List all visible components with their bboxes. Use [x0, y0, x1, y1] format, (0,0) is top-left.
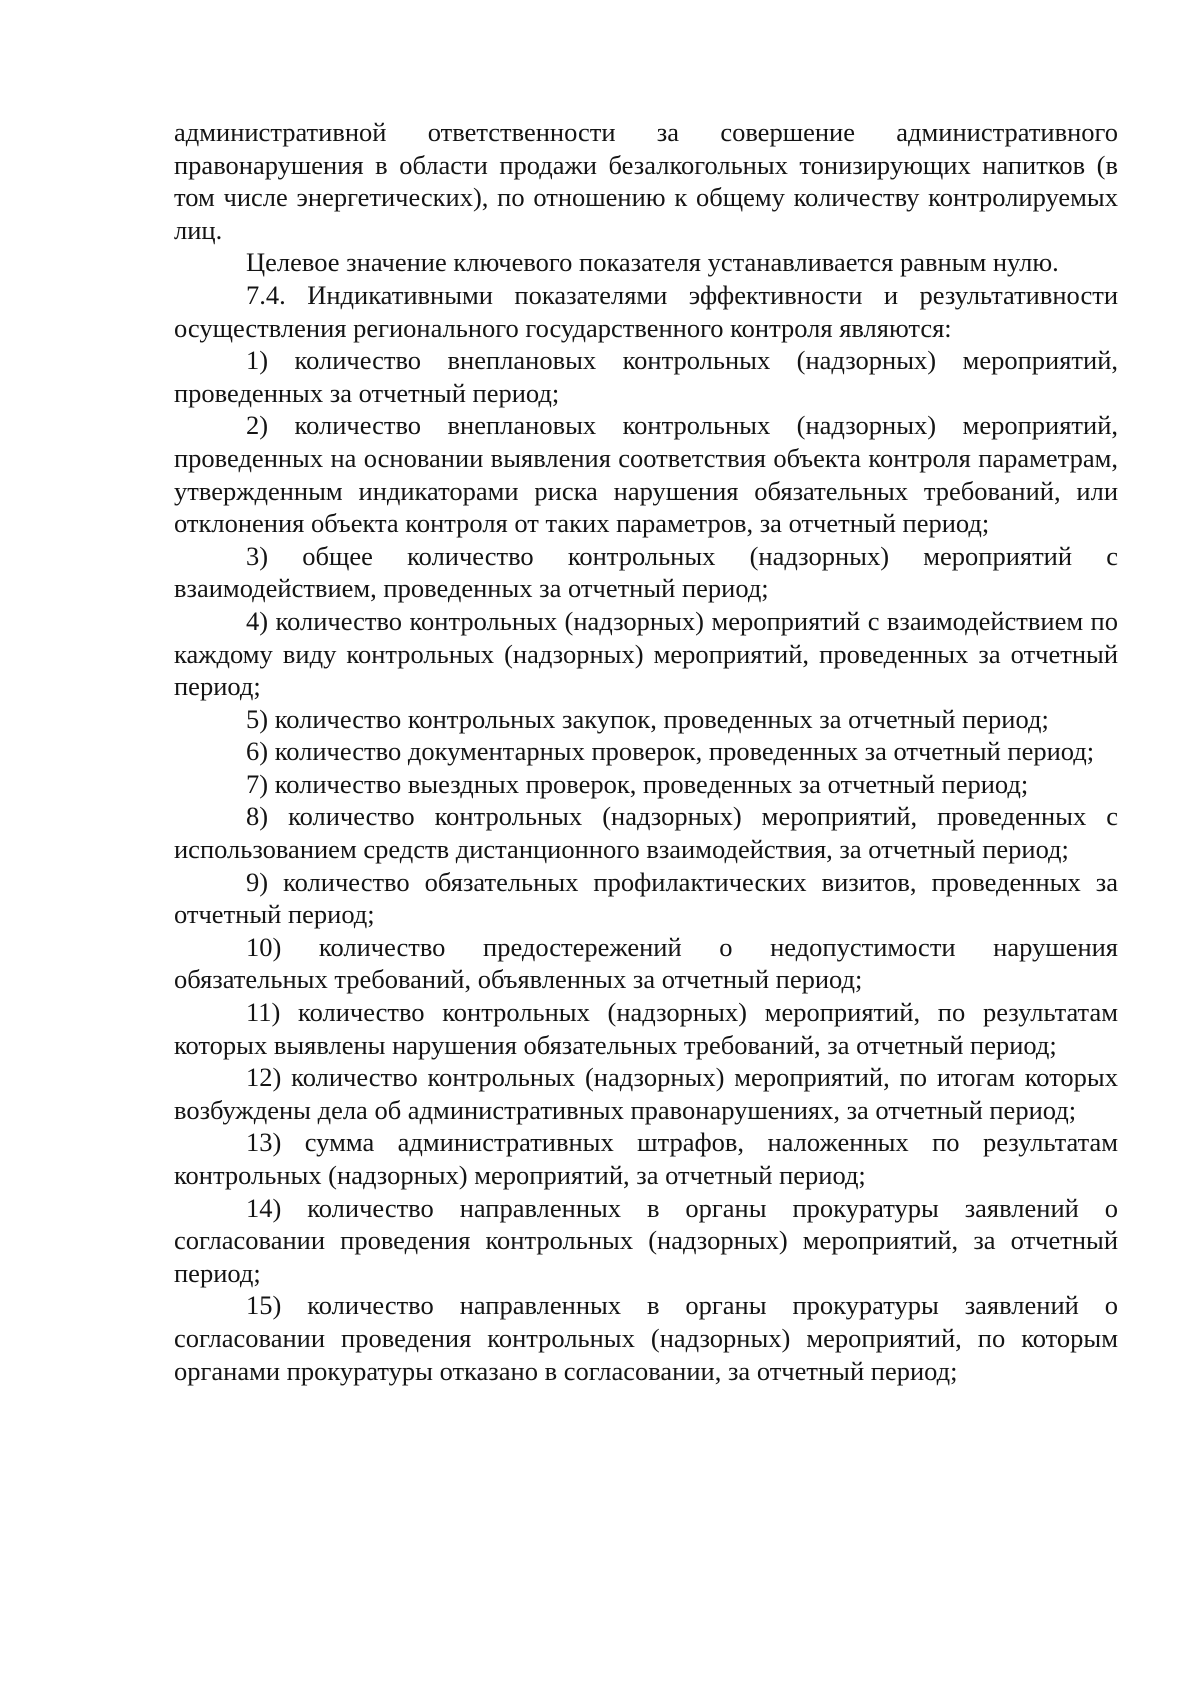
list-item-8: 8) количество контрольных (надзорных) мероприятий, проведенных с использованием средств дистанционного взаимодействия, за отчетный период; — [174, 801, 1118, 865]
list-item-13: 13) сумма административных штрафов, наложенных по результатам контрольных (надзорных) мероприятий, за отчетный период; — [174, 1127, 1118, 1190]
list-item-6: 6) количество документарных проверок, проведенных за отчетный период; — [246, 736, 1095, 767]
list-item-9: 9) количество обязательных профилактических визитов, проведенных за отчетный период; — [174, 866, 1118, 930]
paragraph-section-7-4: 7.4. Индикативными показателями эффективности и результативности осуществления регионального государственного контроля являются: — [174, 279, 1118, 343]
document-page — [174, 116, 1118, 1387]
list-item-3: 3) общее количество контрольных (надзорных) мероприятий с взаимодействием, проведенных за отчетный период; — [174, 540, 1118, 604]
list-item-1: 1) количество внеплановых контрольных (надзорных) мероприятий, проведенных за отчетный период; — [174, 345, 1118, 408]
list-item-12: 12) количество контрольных (надзорных) мероприятий, по итогам которых возбуждены дела об административных правонарушениях, за отчетный период; — [174, 1062, 1118, 1125]
list-item-11: 11) количество контрольных (надзорных) мероприятий, по результатам которых выявлены нарушения обязательных требований, за отчетный период; — [174, 997, 1118, 1060]
list-item-15: 15) количество направленных в органы прокуратуры заявлений о согласовании проведения контрольных (надзорных) мероприятий, по которым органами прокуратуры отказано в согласовании, за отчетный период; — [174, 1290, 1118, 1386]
list-item-2: 2) количество внеплановых контрольных (надзорных) мероприятий, проведенных на основании выявления соответствия объекта контроля параметрам, утвержденным индикаторами риска нарушения обязательных требований, или отклонения объекта контроля от таких параметров, за отчетный период; — [174, 410, 1118, 539]
list-item-7: 7) количество выездных проверок, проведенных за отчетный период; — [246, 768, 1029, 799]
paragraph-continuation: административной ответственности за совершение административного правонарушения в области продажи безалкогольных тонизирующих напитков (в том числе энергетических), по отношению к общему количеству контролируемых лиц. — [174, 117, 1118, 245]
paragraph-target-value: Целевое значение ключевого показателя устанавливается равным нулю. — [246, 247, 1059, 278]
list-item-4: 4) количество контрольных (надзорных) мероприятий с взаимодействием по каждому виду контрольных (надзорных) мероприятий, проведенных за отчетный период; — [174, 605, 1118, 702]
list-item-10: 10) количество предостережений о недопустимости нарушения обязательных требований, объявленных за отчетный период; — [174, 931, 1118, 995]
list-item-14: 14) количество направленных в органы прокуратуры заявлений о согласовании проведения контрольных (надзорных) мероприятий, за отчетный период; — [174, 1192, 1118, 1288]
list-item-5: 5) количество контрольных закупок, проведенных за отчетный период; — [246, 703, 1049, 734]
